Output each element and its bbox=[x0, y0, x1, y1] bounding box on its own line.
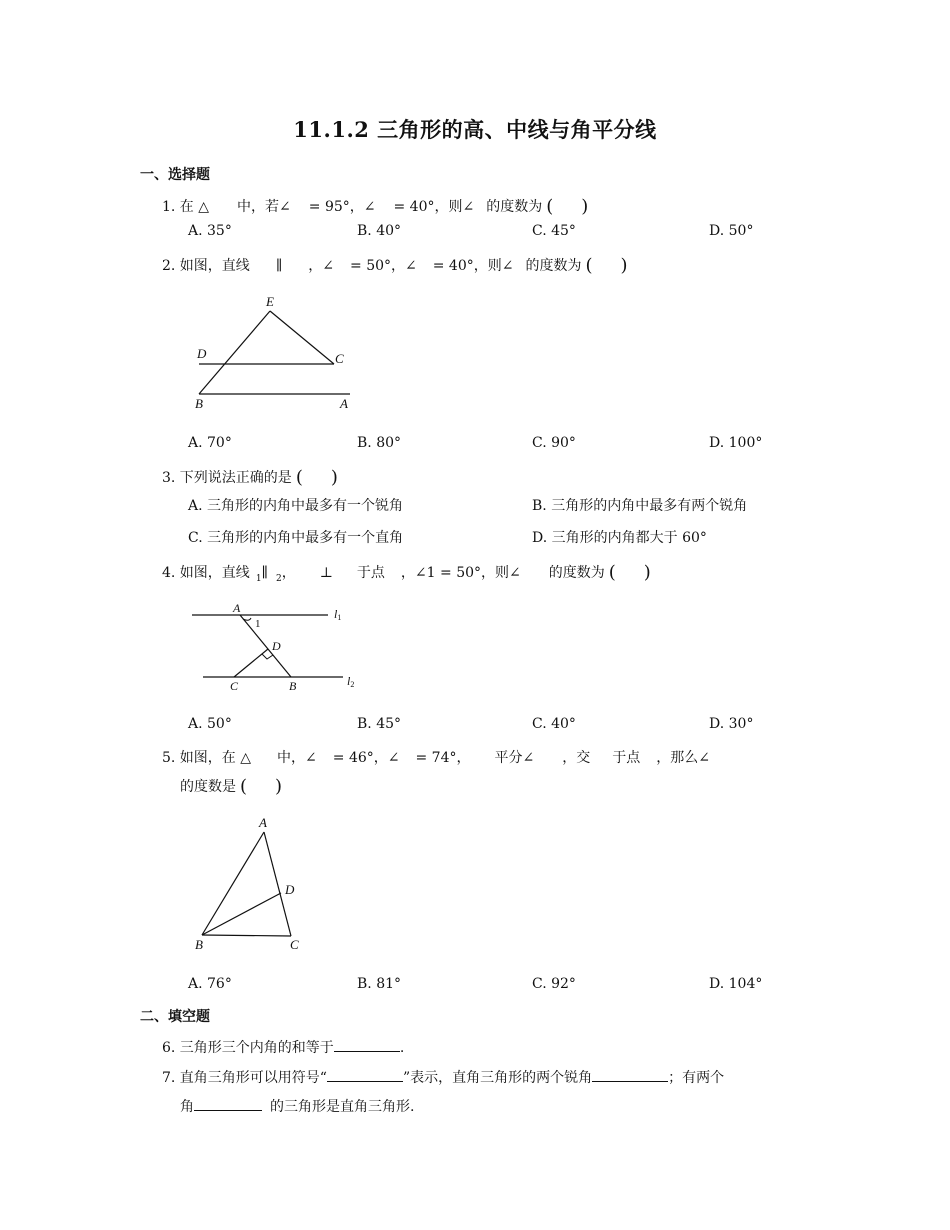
q4-sub-1: 1 bbox=[255, 573, 262, 584]
q1-option-d: D. 50° bbox=[709, 223, 754, 239]
q7-text-e: 的三角形是直角三角形. bbox=[270, 1099, 415, 1115]
q4-angle-arc bbox=[243, 618, 251, 620]
question-5 bbox=[162, 747, 710, 767]
q4-figure bbox=[185, 598, 370, 698]
q3-option-d: D. 三角形的内角都大于 60° bbox=[532, 530, 707, 546]
q1-paren-close: ) bbox=[581, 196, 589, 217]
q7-answer-blank-1 bbox=[327, 1069, 403, 1082]
question-4 bbox=[162, 561, 651, 584]
q3-paren-close: ) bbox=[330, 467, 338, 488]
q1-text-e: 的度数为 bbox=[486, 199, 543, 215]
q6-text-a: 6. 三角形三个内角的和等于 bbox=[162, 1040, 334, 1056]
q2-text-b: ∥ bbox=[275, 258, 283, 274]
q1-text-d: = 40°，则∠ bbox=[393, 199, 475, 215]
section-heading-choice: 一、选择题 bbox=[140, 167, 210, 183]
q4-text-a: 4. 如图，直线 bbox=[162, 565, 250, 581]
q1-text-a: 1. 在 △ bbox=[162, 199, 210, 215]
q4-label-d: D bbox=[272, 639, 281, 653]
q5-paren-close: ) bbox=[275, 776, 283, 797]
q1-paren-open: ( bbox=[546, 196, 554, 217]
q5-text-f: ，交 bbox=[562, 750, 591, 766]
q2-paren-open: ( bbox=[585, 255, 593, 276]
q5-figure bbox=[185, 812, 315, 957]
q4-line-cd bbox=[234, 649, 268, 677]
q4-label-1: 1 bbox=[255, 618, 261, 630]
q7-text-d: 角 bbox=[180, 1099, 194, 1115]
q5-label-b: B bbox=[195, 937, 203, 952]
q2-option-a: A. 70° bbox=[188, 435, 232, 451]
q4-line-ab bbox=[240, 615, 291, 677]
q4-label-a: A bbox=[233, 601, 241, 615]
q4-text-d: ⊥ bbox=[319, 565, 333, 581]
q5-text-d: = 74°， bbox=[415, 750, 471, 766]
q4-label-l1: l1 bbox=[334, 607, 342, 622]
q5-paren-open: ( bbox=[240, 776, 248, 797]
q5-text-b: 中，∠ bbox=[277, 750, 317, 766]
q5-line-bc bbox=[202, 935, 291, 936]
q5-line-ab bbox=[202, 832, 264, 935]
q3-paren-open: ( bbox=[295, 467, 303, 488]
q2-option-d: D. 100° bbox=[709, 435, 763, 451]
q5-label-d: D bbox=[285, 882, 295, 897]
q4-text-c: ， bbox=[281, 565, 296, 581]
q4-label-b: B bbox=[289, 679, 297, 693]
q5-text-g: 于点 bbox=[612, 750, 641, 766]
question-1 bbox=[162, 195, 588, 216]
q2-label-a: A bbox=[340, 396, 348, 411]
question-5-line2 bbox=[180, 775, 282, 796]
q5-text-h: ，那么∠ bbox=[656, 750, 710, 766]
q5-option-c: C. 92° bbox=[532, 976, 576, 992]
q1-text-c: = 95°，∠ bbox=[308, 199, 376, 215]
q4-right-angle-mark bbox=[262, 654, 273, 659]
q2-text-c: ，∠ bbox=[308, 258, 335, 274]
q7-text-b: ”表示，直角三角形的两个锐角 bbox=[402, 1070, 593, 1086]
question-3 bbox=[162, 466, 338, 487]
question-2 bbox=[162, 254, 628, 275]
q2-option-b: B. 80° bbox=[357, 435, 402, 451]
q2-label-c: C bbox=[335, 351, 344, 366]
question-6 bbox=[162, 1037, 404, 1057]
q5-text-a: 5. 如图，在 △ bbox=[162, 750, 252, 766]
q4-option-d: D. 30° bbox=[709, 716, 754, 732]
q3-option-a: A. 三角形的内角中最多有一个锐角 bbox=[188, 498, 404, 514]
q2-text-f: 的度数为 bbox=[525, 258, 582, 274]
q5-text-c: = 46°，∠ bbox=[332, 750, 400, 766]
page-title: 11.1.2 三角形的高、中线与角平分线 bbox=[293, 117, 657, 142]
question-7 bbox=[162, 1067, 724, 1087]
section-heading-fill: 二、填空题 bbox=[140, 1009, 210, 1025]
q7-answer-blank-2 bbox=[592, 1069, 668, 1082]
q2-option-c: C. 90° bbox=[532, 435, 576, 451]
q2-text-e: = 40°，则∠ bbox=[432, 258, 514, 274]
q5-text-line2: 的度数是 bbox=[180, 779, 236, 795]
question-7-line2 bbox=[180, 1096, 414, 1116]
q6-text-b: . bbox=[399, 1040, 405, 1056]
q4-text-f: ，∠1 = 50°，则∠ bbox=[400, 565, 521, 581]
q2-line-ec bbox=[270, 311, 334, 364]
q2-text-d: = 50°，∠ bbox=[350, 258, 417, 274]
q5-text-e: 平分∠ bbox=[494, 750, 535, 766]
q2-line-eb bbox=[199, 311, 270, 394]
q4-sub-2: 2 bbox=[276, 573, 282, 584]
q3-text-a: 3. 下列说法正确的是 bbox=[162, 470, 292, 486]
q4-text-e: 于点 bbox=[356, 565, 385, 581]
q6-answer-blank bbox=[334, 1039, 400, 1052]
q7-answer-blank-3 bbox=[194, 1098, 262, 1111]
q5-line-bd bbox=[202, 893, 281, 935]
q4-label-l2: l2 bbox=[347, 674, 355, 689]
q5-option-b: B. 81° bbox=[357, 976, 402, 992]
q1-option-b: B. 40° bbox=[357, 223, 402, 239]
q2-label-b: B bbox=[195, 396, 203, 411]
q7-text-a: 7. 直角三角形可以用符号“ bbox=[162, 1070, 327, 1086]
q4-text-g: 的度数为 bbox=[548, 565, 605, 581]
q3-option-b: B. 三角形的内角中最多有两个锐角 bbox=[532, 498, 748, 514]
q4-option-b: B. 45° bbox=[357, 716, 402, 732]
q1-option-c: C. 45° bbox=[532, 223, 576, 239]
q1-option-a: A. 35° bbox=[188, 223, 232, 239]
q4-label-c: C bbox=[230, 679, 239, 693]
q4-option-c: C. 40° bbox=[532, 716, 576, 732]
q4-text-b: ∥ bbox=[261, 565, 269, 581]
q2-figure bbox=[190, 290, 365, 415]
q5-option-a: A. 76° bbox=[188, 976, 232, 992]
q2-label-d: D bbox=[197, 346, 207, 361]
q4-option-a: A. 50° bbox=[188, 716, 232, 732]
q5-label-a: A bbox=[259, 815, 267, 830]
q2-paren-close: ) bbox=[620, 255, 628, 276]
q7-text-c: ；有两个 bbox=[668, 1070, 725, 1086]
q1-text-b: 中，若∠ bbox=[237, 199, 291, 215]
q4-paren-open: ( bbox=[608, 562, 616, 583]
q5-label-c: C bbox=[290, 937, 299, 952]
q3-option-c: C. 三角形的内角中最多有一个直角 bbox=[188, 530, 404, 546]
q4-paren-close: ) bbox=[643, 562, 651, 583]
q2-text-a: 2. 如图，直线 bbox=[162, 258, 250, 274]
q2-label-e: E bbox=[266, 294, 274, 309]
q5-option-d: D. 104° bbox=[709, 976, 763, 992]
